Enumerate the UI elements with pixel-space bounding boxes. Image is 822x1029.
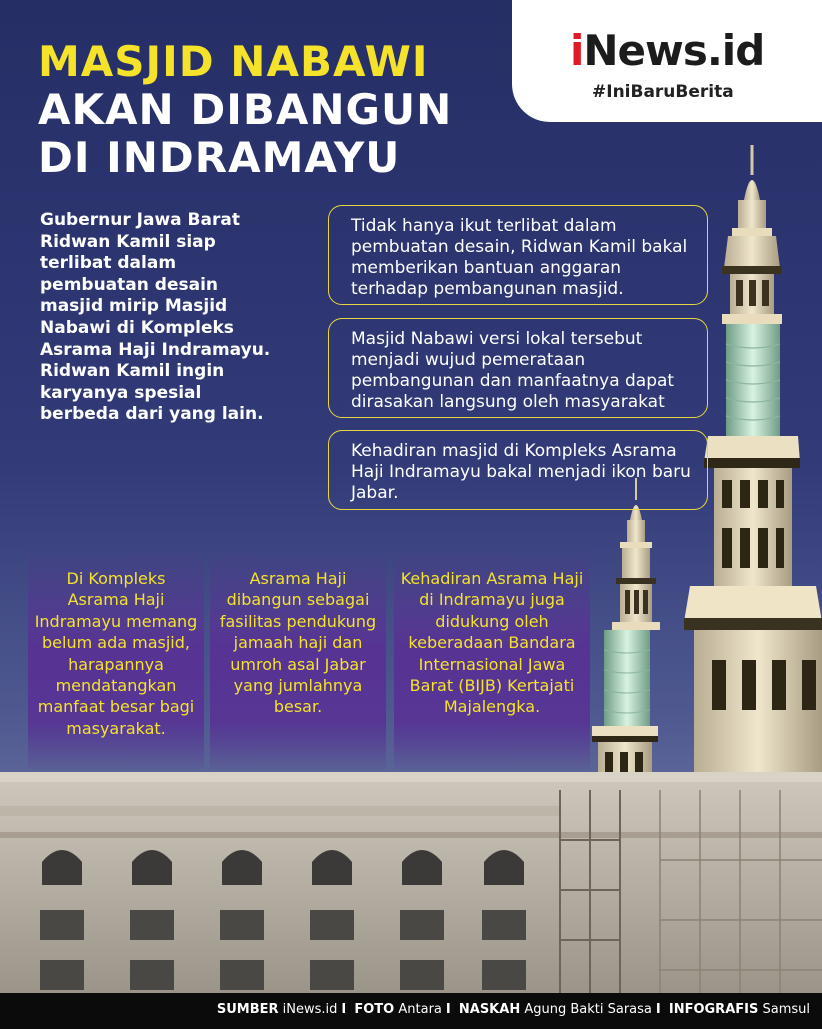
column-hajj-dormitory: Asrama Haji dibangun sebagai fasilitas pendukung jamaah haji dan umroh asal Jabar yang jumlahnya besar. bbox=[210, 548, 386, 770]
intro-paragraph: Gubernur Jawa Barat Ridwan Kamil siap terlibat dalam pembuatan desain masjid mirip Masjid Nabawi di Kompleks Asrama Haji Indramayu. Ridwan Kamil ingin karyanya spesial berbeda dari yang lain. bbox=[40, 210, 271, 425]
credit-foto-label: FOTO bbox=[354, 1002, 395, 1017]
inews-logo-block bbox=[512, 0, 822, 122]
logo-letter-i: i bbox=[570, 26, 584, 75]
credit-naskah-value: Agung Bakti Sarasa bbox=[524, 1002, 652, 1017]
column-no-mosque: Di Kompleks Asrama Haji Indramayu memang belum ada masjid, harapannya mendatangkan manfaat besar bagi masyarakat. bbox=[28, 548, 204, 770]
logo-tagline: #IniBaruBerita bbox=[592, 82, 734, 102]
credit-infografis-label: INFOGRAFIS bbox=[668, 1002, 759, 1017]
building-under-construction bbox=[0, 772, 822, 993]
title-line-2: AKAN DIBANGUN bbox=[38, 85, 453, 134]
credits-line bbox=[217, 1002, 810, 1017]
title-line-1: MASJID NABAWI bbox=[38, 37, 429, 86]
credit-sumber-label: SUMBER bbox=[216, 1002, 279, 1017]
credit-separator: I bbox=[445, 1002, 451, 1017]
column-airport-support: Kehadiran Asrama Haji di Indramayu juga didukung oleh keberadaan Bandara Internasional Jawa Barat (BIJB) Kertajati Majalengka. bbox=[394, 548, 590, 770]
info-box-budget: Tidak hanya ikut terlibat dalam pembuatan desain, Ridwan Kamil bakal memberikan bantuan anggaran terhadap pembangunan masjid. bbox=[328, 205, 708, 305]
credits-footer bbox=[0, 993, 822, 1029]
page-title bbox=[38, 38, 452, 182]
logo-wordmark: News.id bbox=[583, 26, 765, 75]
credit-naskah-label: NASKAH bbox=[458, 1002, 521, 1017]
small-minaret bbox=[592, 478, 660, 812]
info-box-icon: Kehadiran masjid di Kompleks Asrama Haji Indramayu bakal menjadi ikon baru Jabar. bbox=[328, 430, 708, 510]
credit-separator: I bbox=[655, 1002, 661, 1017]
credit-separator: I bbox=[341, 1002, 347, 1017]
info-box-equity: Masjid Nabawi versi lokal tersebut menjadi wujud pemerataan pembangunan dan manfaatnya dapat dirasakan langsung oleh masyarakat bbox=[328, 318, 708, 418]
inews-logo bbox=[570, 26, 764, 75]
title-line-3: DI INDRAMAYU bbox=[38, 133, 401, 182]
credit-foto-value: Antara bbox=[398, 1002, 442, 1017]
credit-sumber-value: iNews.id bbox=[282, 1002, 338, 1017]
credit-infografis-value: Samsul bbox=[762, 1002, 810, 1017]
